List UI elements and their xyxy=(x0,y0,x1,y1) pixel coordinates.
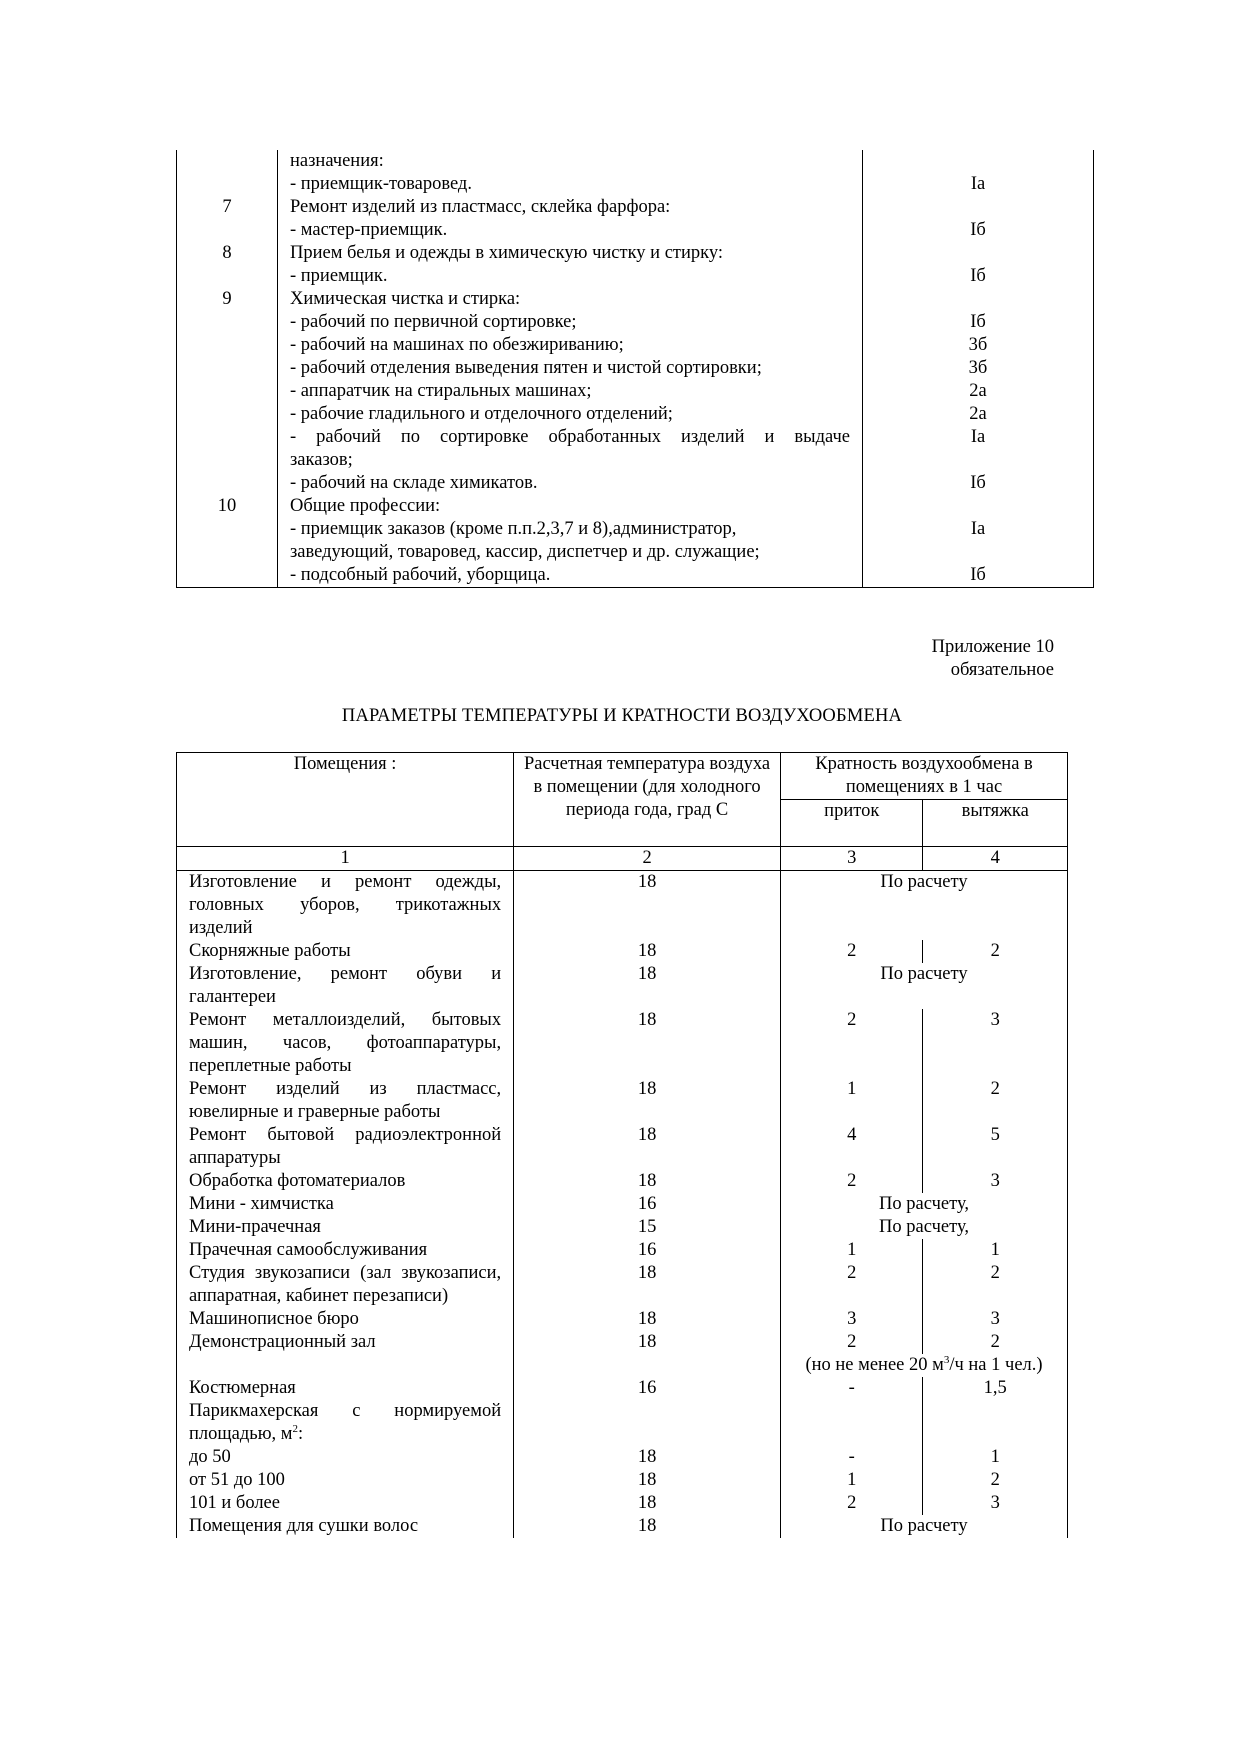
inflow-value: 1 xyxy=(781,1469,923,1492)
table-row xyxy=(177,1170,1068,1193)
room-name: Мини - химчистка xyxy=(177,1193,514,1216)
profession-line: - приемщик-товаровед. xyxy=(290,174,472,194)
inflow-value: 4 xyxy=(781,1124,923,1170)
table-row xyxy=(177,1193,1068,1216)
room-name: Прачечная самообслуживания xyxy=(177,1239,514,1262)
table-row xyxy=(177,1469,1068,1492)
table-row xyxy=(177,1331,1068,1354)
table-row xyxy=(177,963,1068,1009)
design-temperature: 18 xyxy=(514,1331,781,1354)
work-category: 3б xyxy=(968,335,988,355)
outflow-value: 2 xyxy=(923,1078,1068,1124)
table-row xyxy=(177,1492,1068,1515)
room-name: Ремонт бытовой радиоэлектронной аппаратуры xyxy=(177,1124,514,1170)
room-name: Костюмерная xyxy=(177,1377,514,1400)
outflow-value xyxy=(923,1400,1068,1446)
category-cell xyxy=(863,196,1094,242)
profession-line: - приемщик. xyxy=(290,266,388,286)
design-temperature: 18 xyxy=(514,963,781,1009)
profession-cell xyxy=(278,242,863,288)
design-temperature: 18 xyxy=(514,940,781,963)
profession-line: заказов; xyxy=(290,450,353,470)
room-name: 101 и более xyxy=(177,1492,514,1515)
room-name: Демонстрационный зал xyxy=(177,1331,514,1354)
exchange-by-calculation: По расчету, xyxy=(781,1216,1068,1239)
design-temperature: 18 xyxy=(514,1078,781,1124)
profession-line: Общие профессии: xyxy=(290,496,441,516)
profession-line: - рабочий по первичной сортировке; xyxy=(290,312,577,332)
appendix-label xyxy=(932,636,1054,682)
table-row xyxy=(177,1377,1068,1400)
profession-line: - рабочий на складе химикатов. xyxy=(290,473,538,493)
work-category: Iб xyxy=(970,266,986,286)
professions-table xyxy=(176,150,1094,588)
exchange-by-calculation: По расчету, xyxy=(781,1193,1068,1216)
page-title: ПАРАМЕТРЫ ТЕМПЕРАТУРЫ И КРАТНОСТИ ВОЗДУХООБМЕНА xyxy=(341,706,903,726)
work-category: 3б xyxy=(968,358,988,378)
inflow-value: 1 xyxy=(781,1239,923,1262)
note-text: /ч на 1 чел.) xyxy=(949,1355,1043,1375)
category-cell xyxy=(863,150,1094,196)
empty-cell xyxy=(177,1354,514,1377)
profession-line: Прием белья и одежды в химическую чистку и стирку: xyxy=(290,243,724,263)
column-number: 2 xyxy=(514,847,781,871)
outflow-value: 3 xyxy=(923,1308,1068,1331)
column-numbers-row xyxy=(177,847,1068,871)
design-temperature: 18 xyxy=(514,1170,781,1193)
design-temperature: 16 xyxy=(514,1239,781,1262)
profession-line: Химическая чистка и стирка: xyxy=(290,289,521,309)
profession-cell xyxy=(278,288,863,495)
table-row xyxy=(177,1124,1068,1170)
room-name: Ремонт изделий из пластмасс, ювелирные и граверные работы xyxy=(177,1078,514,1124)
outflow-value: 1 xyxy=(923,1446,1068,1469)
column-number: 1 xyxy=(177,847,514,871)
work-category xyxy=(863,196,1093,219)
header-temperature: Расчетная температура воздуха в помещении (для холодного периода года, град С xyxy=(514,753,781,847)
table-row xyxy=(177,1216,1068,1239)
work-category: Iб xyxy=(970,312,986,332)
table-row xyxy=(177,1446,1068,1469)
table-note-row xyxy=(177,1354,1068,1377)
category-cell xyxy=(863,495,1094,588)
column-number: 3 xyxy=(781,847,923,871)
outflow-value: 2 xyxy=(923,940,1068,963)
profession-line: - мастер-приемщик. xyxy=(290,220,448,240)
inflow-value: 2 xyxy=(781,940,923,963)
inflow-value: 3 xyxy=(781,1308,923,1331)
work-category xyxy=(863,242,1093,265)
room-name: Студия звукозаписи (зал звукозаписи, аппаратная, кабинет перезаписи) xyxy=(177,1262,514,1308)
inflow-value xyxy=(781,1400,923,1446)
table-row xyxy=(177,1308,1068,1331)
design-temperature: 16 xyxy=(514,1193,781,1216)
room-name-suffix: : xyxy=(297,1424,304,1444)
table-row xyxy=(177,1400,1068,1446)
work-category xyxy=(863,449,1093,472)
outflow-value: 5 xyxy=(923,1124,1068,1170)
minimum-exchange-note xyxy=(781,1354,1068,1377)
profession-line: - приемщик заказов (кроме п.п.2,3,7 и 8),администратор, xyxy=(290,519,737,539)
design-temperature: 18 xyxy=(514,1515,781,1538)
note-text: (но не менее 20 м xyxy=(805,1355,944,1375)
design-temperature: 18 xyxy=(514,1009,781,1078)
work-category: Iа xyxy=(970,174,986,194)
item-number: 7 xyxy=(177,196,278,242)
inflow-value: - xyxy=(781,1446,923,1469)
profession-line: - рабочий по сортировке обработанных изделий и выдаче xyxy=(290,427,850,447)
inflow-value: 1 xyxy=(781,1078,923,1124)
item-number: 9 xyxy=(177,288,278,495)
work-category: Iб xyxy=(970,565,986,585)
exchange-by-calculation: По расчету xyxy=(781,871,1068,941)
inflow-value: 2 xyxy=(781,1331,923,1354)
work-category: Iб xyxy=(970,220,986,240)
profession-cell xyxy=(278,196,863,242)
table-row xyxy=(177,196,1094,242)
table-row xyxy=(177,150,1094,196)
item-number: 8 xyxy=(177,242,278,288)
work-category: 2а xyxy=(969,381,987,401)
room-name: до 50 xyxy=(177,1446,514,1469)
work-category xyxy=(863,150,1093,173)
profession-line: - рабочие гладильного и отделочного отделений; xyxy=(290,404,673,424)
inflow-value: 2 xyxy=(781,1262,923,1308)
room-name: от 51 до 100 xyxy=(177,1469,514,1492)
profession-line: заведующий, товаровед, кассир, диспетчер и др. служащие; xyxy=(290,542,760,562)
room-name: Обработка фотоматериалов xyxy=(177,1170,514,1193)
table-row xyxy=(177,1009,1068,1078)
item-number: 10 xyxy=(177,495,278,588)
profession-line: - аппаратчик на стиральных машинах; xyxy=(290,381,592,401)
header-rooms: Помещения : xyxy=(177,753,514,847)
exchange-by-calculation: По расчету xyxy=(781,963,1068,1009)
profession-cell xyxy=(278,495,863,588)
item-number xyxy=(177,150,278,196)
design-temperature: 18 xyxy=(514,1124,781,1170)
category-cell xyxy=(863,242,1094,288)
work-category: Iб xyxy=(970,473,986,493)
header-inflow: приток xyxy=(781,800,923,847)
outflow-value: 2 xyxy=(923,1331,1068,1354)
outflow-value: 2 xyxy=(923,1262,1068,1308)
empty-cell xyxy=(514,1354,781,1377)
work-category xyxy=(863,288,1093,311)
unit-exponent: 3 xyxy=(943,1353,950,1366)
column-number: 4 xyxy=(923,847,1068,871)
work-category: Iа xyxy=(970,427,986,447)
inflow-value: 2 xyxy=(781,1170,923,1193)
room-name: Машинописное бюро xyxy=(177,1308,514,1331)
profession-line: - рабочий отделения выведения пятен и чистой сортировки; xyxy=(290,358,762,378)
design-temperature xyxy=(514,1400,781,1446)
exchange-by-calculation: По расчету xyxy=(781,1515,1068,1538)
profession-cell xyxy=(278,150,863,196)
design-temperature: 18 xyxy=(514,1262,781,1308)
unit-exponent: 2 xyxy=(292,1422,298,1435)
profession-line: назначения: xyxy=(290,151,384,171)
outflow-value: 2 xyxy=(923,1469,1068,1492)
room-name: Изготовление и ремонт одежды, головных уборов, трикотажных изделий xyxy=(177,871,514,941)
header-air-exchange: Кратность воздухообмена в помещениях в 1 час xyxy=(781,753,1068,800)
room-name: Мини-прачечная xyxy=(177,1216,514,1239)
table-row xyxy=(177,1262,1068,1308)
appendix-number: Приложение 10 xyxy=(931,637,1054,657)
outflow-value: 3 xyxy=(923,1009,1068,1078)
table-row xyxy=(177,242,1094,288)
outflow-value: 1 xyxy=(923,1239,1068,1262)
room-name: Изготовление, ремонт обуви и галантереи xyxy=(177,963,514,1009)
table-row xyxy=(177,871,1068,941)
design-temperature: 18 xyxy=(514,1492,781,1515)
room-name-text: Парикмахерская с нормируемой площадью, м xyxy=(189,1401,502,1444)
outflow-value: 3 xyxy=(923,1492,1068,1515)
design-temperature: 18 xyxy=(514,1308,781,1331)
design-temperature: 16 xyxy=(514,1377,781,1400)
category-cell xyxy=(863,288,1094,495)
appendix-status: обязательное xyxy=(950,660,1054,680)
design-temperature: 18 xyxy=(514,1469,781,1492)
table-row xyxy=(177,495,1094,588)
profession-line: - рабочий на машинах по обезжириванию; xyxy=(290,335,624,355)
room-name xyxy=(177,1400,514,1446)
air-exchange-table xyxy=(176,752,1068,1538)
design-temperature: 18 xyxy=(514,871,781,941)
room-name: Ремонт металлоизделий, бытовых машин, часов, фотоаппаратуры, переплетные работы xyxy=(177,1009,514,1078)
design-temperature: 18 xyxy=(514,1446,781,1469)
table-row xyxy=(177,288,1094,495)
work-category: 2а xyxy=(969,404,987,424)
inflow-value: 2 xyxy=(781,1009,923,1078)
outflow-value: 1,5 xyxy=(923,1377,1068,1400)
table-row xyxy=(177,1239,1068,1262)
table-row xyxy=(177,1515,1068,1538)
work-category: Iа xyxy=(970,519,986,539)
inflow-value: - xyxy=(781,1377,923,1400)
table-row xyxy=(177,1078,1068,1124)
table-row xyxy=(177,940,1068,963)
room-name: Скорняжные работы xyxy=(177,940,514,963)
design-temperature: 15 xyxy=(514,1216,781,1239)
profession-line: Ремонт изделий из пластмасс, склейка фарфора: xyxy=(290,197,671,217)
profession-line: - подсобный рабочий, уборщица. xyxy=(290,565,551,585)
inflow-value: 2 xyxy=(781,1492,923,1515)
room-name: Помещения для сушки волос xyxy=(177,1515,514,1538)
work-category xyxy=(863,495,1093,518)
work-category xyxy=(863,541,1093,564)
header-outflow: вытяжка xyxy=(923,800,1068,847)
outflow-value: 3 xyxy=(923,1170,1068,1193)
